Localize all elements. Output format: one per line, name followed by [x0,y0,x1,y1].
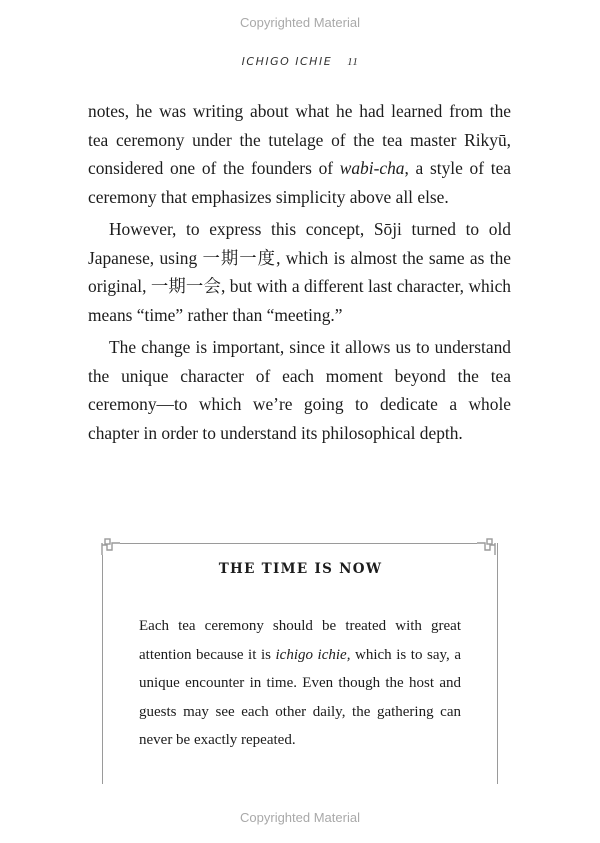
sidebar-italic-term: ichigo ichie, [275,646,351,663]
body-text [88,97,511,447]
paragraph-1-italic: wabi-cha [339,158,405,178]
running-head-title: ICHIGO ICHIE [241,55,333,68]
corner-ornament-left-icon [99,534,121,556]
corner-ornament-right-icon [476,534,498,556]
sidebar-text-a: Each tea ceremony should be treated with great attention because it is [139,618,461,663]
sidebar-box-heading: THE TIME IS NOW [218,561,383,577]
copyright-watermark-top: Copyrighted Material [240,15,360,30]
page-number: 11 [347,56,359,68]
paragraph-1-text-a: notes, he was writing about what he had learned from the tea ceremony under the tutelage of the tea master Rikyū, considered one of the founders of [88,101,511,178]
body-paragraph-1 [88,97,511,211]
sidebar-text-b: which is to say, a unique encounter in time. Even though the host and guests may see each other daily, the gathering can never be exactly repeated. [139,646,461,748]
sidebar-box-text [139,612,461,755]
running-head [0,55,600,68]
paragraph-1-text-b: , a style of tea ceremony that emphasizes simplicity above all else. [88,158,512,207]
sidebar-box-paragraph [139,612,461,755]
body-paragraph-3: The change is important, since it allows us to understand the unique character of each moment beyond the tea ceremony—to which we’re going to dedicate a whole chapter in order to understand its philosophical depth. [88,337,511,443]
body-paragraph-2: However, to express this concept, Sōji turned to old Japanese, using 一期一度, which is almost the same as the original, 一期一会, but with a different last character, which means “time” rather than “meeting.” [88,219,511,325]
copyright-watermark-bottom: Copyrighted Material [240,810,360,825]
